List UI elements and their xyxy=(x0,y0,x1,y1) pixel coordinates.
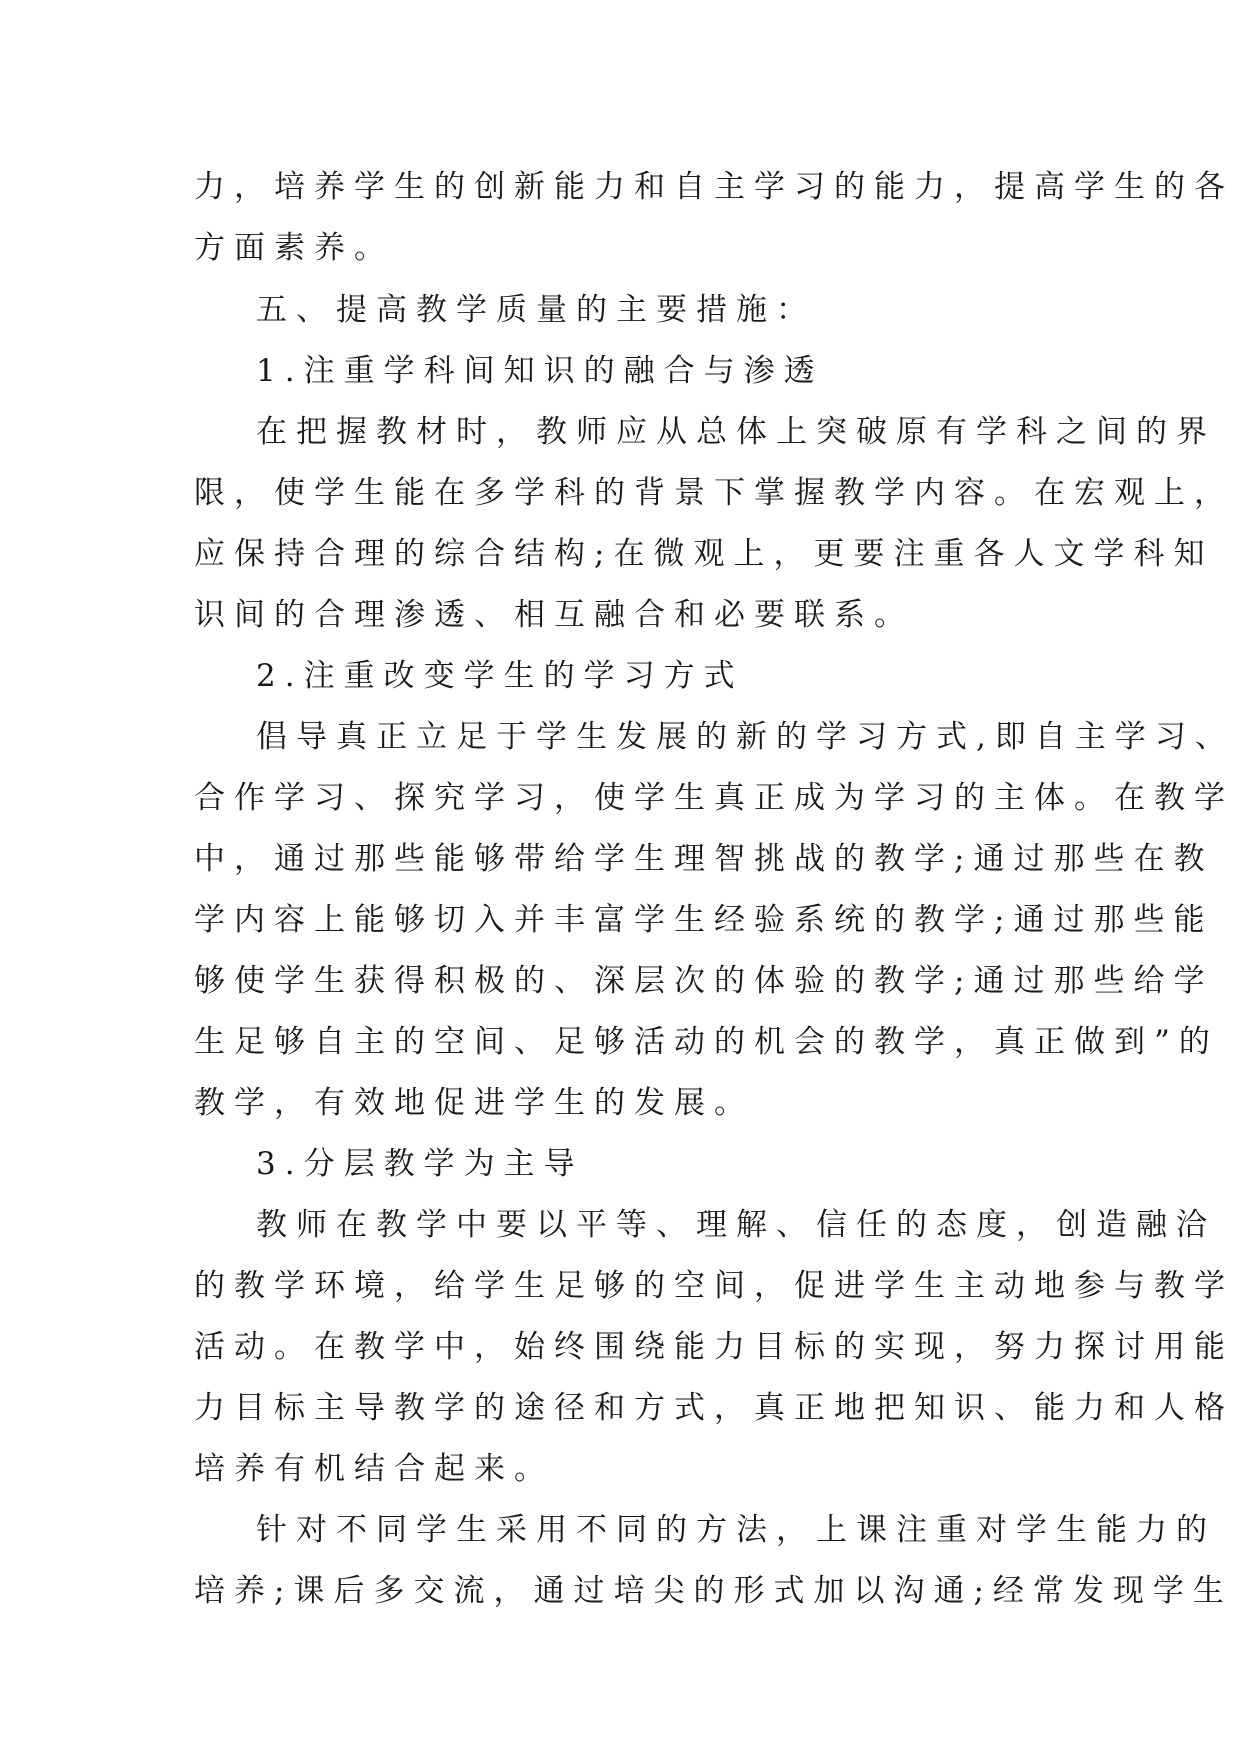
section-heading: 五、提高教学质量的主要措施： xyxy=(256,292,816,328)
text-line: 应保持合理的综合结构;在微观上，更要注重各人文学科知 xyxy=(194,536,1214,572)
text-line: 方面素养。 xyxy=(194,230,394,266)
text-line: 力，培养学生的创新能力和自主学习的能力，提高学生的各 xyxy=(194,169,1234,205)
text-line: 教学，有效地促进学生的发展。 xyxy=(194,1085,754,1121)
text-line: 生足够自主的空间、足够活动的机会的教学，真正做到”的 xyxy=(194,1024,1219,1060)
text-line: 活动。在教学中，始终围绕能力目标的实现，努力探讨用能 xyxy=(194,1329,1234,1365)
text-line: 倡导真正立足于学生发展的新的学习方式,即自主学习、 xyxy=(256,719,1235,755)
subheading: 3.分层教学为主导 xyxy=(256,1146,584,1182)
subheading: 1.注重学科间知识的融合与渗透 xyxy=(256,353,824,389)
text-line: 培养;课后多交流，通过培尖的形式加以沟通;经常发现学生 xyxy=(194,1573,1233,1609)
text-line: 限，使学生能在多学科的背景下掌握教学内容。在宏观上， xyxy=(194,475,1234,511)
text-line: 够使学生获得积极的、深层次的体验的教学;通过那些给学 xyxy=(194,963,1214,999)
text-line: 针对不同学生采用不同的方法，上课注重对学生能力的 xyxy=(256,1512,1216,1548)
text-line: 识间的合理渗透、相互融合和必要联系。 xyxy=(194,597,914,633)
text-line: 培养有机结合起来。 xyxy=(194,1451,554,1487)
text-line: 学内容上能够切入并丰富学生经验系统的教学;通过那些能 xyxy=(194,902,1214,938)
text-line: 的教学环境，给学生足够的空间，促进学生主动地参与教学 xyxy=(194,1268,1234,1304)
subheading: 2.注重改变学生的学习方式 xyxy=(256,658,744,694)
text-line: 在把握教材时，教师应从总体上突破原有学科之间的界 xyxy=(256,414,1216,450)
text-line: 合作学习、探究学习，使学生真正成为学习的主体。在教学 xyxy=(194,780,1234,816)
text-line: 教师在教学中要以平等、理解、信任的态度，创造融洽 xyxy=(256,1207,1216,1243)
text-line: 力目标主导教学的途径和方式，真正地把知识、能力和人格 xyxy=(194,1390,1234,1426)
text-line: 中，通过那些能够带给学生理智挑战的教学;通过那些在教 xyxy=(194,841,1214,877)
